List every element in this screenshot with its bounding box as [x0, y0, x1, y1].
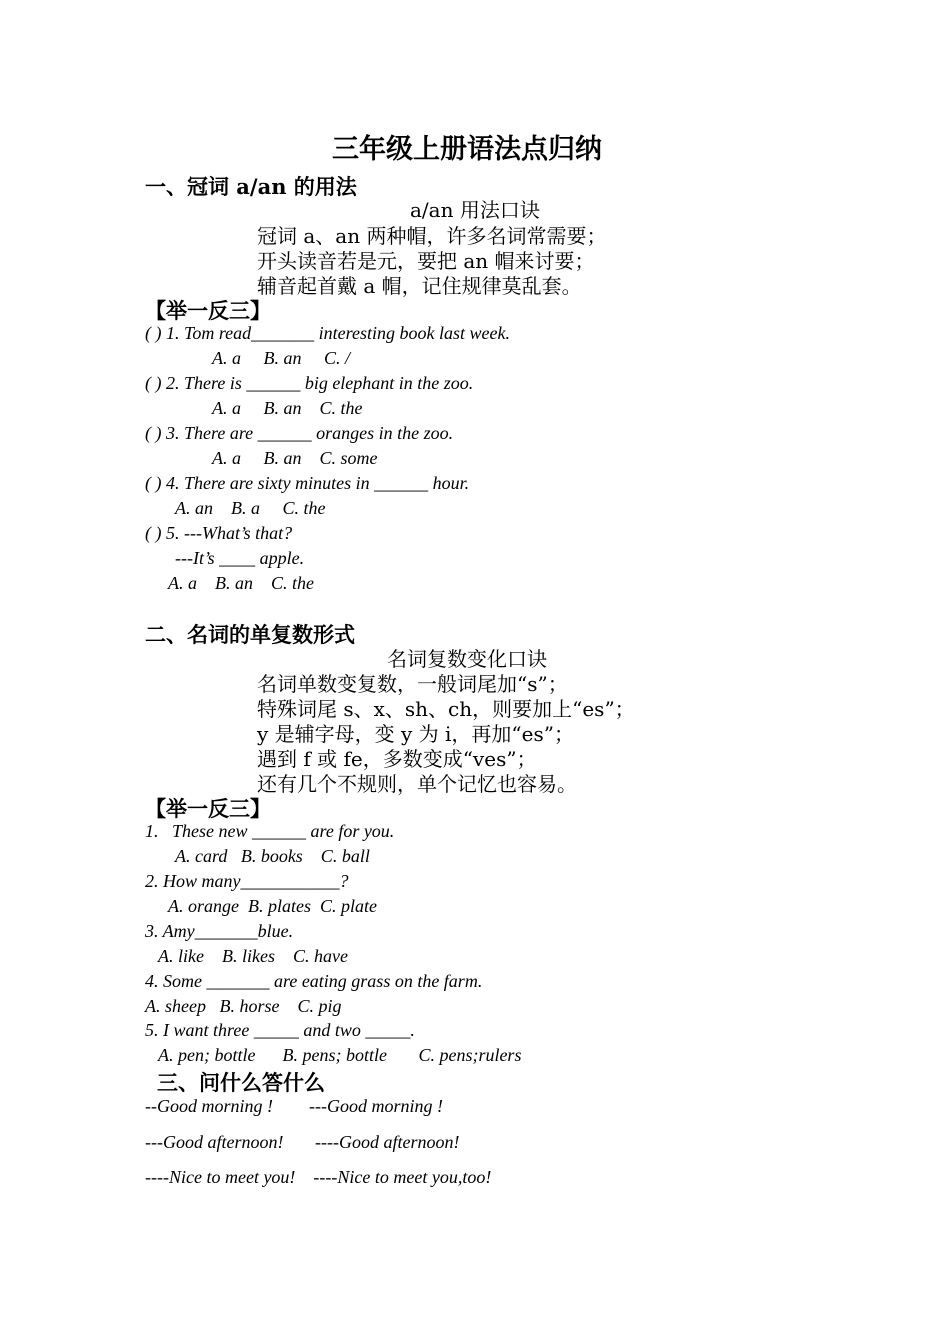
- section-2-rhyme-line: y 是辅字母，变 y 为 i，再加“es”；: [257, 722, 574, 746]
- section-3-heading: 三、问什么答什么: [157, 1070, 325, 1095]
- question-line: ---It’s ____ apple.: [175, 548, 305, 568]
- answer-options: A. sheep B. horse C. pig: [145, 996, 342, 1016]
- question-line: 5. I want three _____ and two _____.: [145, 1020, 415, 1040]
- answer-options: A. card B. books C. ball: [175, 846, 370, 866]
- question-line: 3. Amy_______blue.: [145, 921, 294, 941]
- question-line: ( ) 1. Tom read_______ interesting book last week.: [145, 323, 510, 343]
- answer-options: A. like B. likes C. have: [158, 946, 348, 966]
- section-2-rhyme-line: 特殊词尾 s、x、sh、ch，则要加上“es”；: [257, 697, 635, 721]
- answer-options: A. a B. an C. some: [212, 448, 378, 468]
- section-2-heading: 二、名词的单复数形式: [145, 622, 355, 647]
- section-2-rhyme-line: 遇到 f 或 fe，多数变成“ves”；: [257, 747, 537, 771]
- question-line: ( ) 2. There is ______ big elephant in the zoo.: [145, 373, 474, 393]
- dialogue-line: --Good morning ! ---Good morning !: [145, 1096, 443, 1116]
- section-2-rhyme-line: 名词单数变复数，一般词尾加“s”；: [257, 672, 568, 696]
- section-1-rhyme-line: 开头读音若是元，要把 an 帽来讨要；: [257, 249, 595, 273]
- answer-options: A. a B. an C. the: [212, 398, 363, 418]
- dialogue-line: ----Nice to meet you! ----Nice to meet you,too!: [145, 1167, 492, 1187]
- dialogue-line: ---Good afternoon! ----Good afternoon!: [145, 1132, 460, 1152]
- question-line: ( ) 5. ---What’s that?: [145, 523, 293, 543]
- question-line: ( ) 4. There are sixty minutes in ______ hour.: [145, 473, 470, 493]
- section-1-rhyme-line: 辅音起首戴 a 帽，记住规律莫乱套。: [257, 274, 582, 298]
- section-1-rhyme-line: 冠词 a、an 两种帽，许多名词常需要；: [257, 224, 607, 248]
- question-line: 1. These new ______ are for you.: [145, 821, 395, 841]
- section-1-heading: 一、冠词 a/an 的用法: [145, 174, 357, 199]
- question-line: ( ) 3. There are ______ oranges in the zoo.: [145, 423, 454, 443]
- section-1-practice-label: 【举一反三】: [145, 298, 271, 323]
- question-line: 4. Some _______ are eating grass on the farm.: [145, 971, 483, 991]
- page-title: 三年级上册语法点归纳: [332, 134, 602, 165]
- question-line: 2. How many___________?: [145, 871, 349, 891]
- section-1-rhyme-title: a/an 用法口诀: [410, 198, 540, 222]
- answer-options: A. a B. an C. /: [212, 348, 350, 368]
- answer-options: A. a B. an C. the: [168, 573, 314, 593]
- answer-options: A. pen; bottle B. pens; bottle C. pens;rulers: [158, 1045, 522, 1065]
- section-2-rhyme-line: 还有几个不规则，单个记忆也容易。: [257, 772, 577, 796]
- answer-options: A. an B. a C. the: [175, 498, 326, 518]
- section-2-practice-label: 【举一反三】: [145, 796, 271, 821]
- section-2-rhyme-title: 名词复数变化口诀: [387, 647, 547, 671]
- answer-options: A. orange B. plates C. plate: [168, 896, 377, 916]
